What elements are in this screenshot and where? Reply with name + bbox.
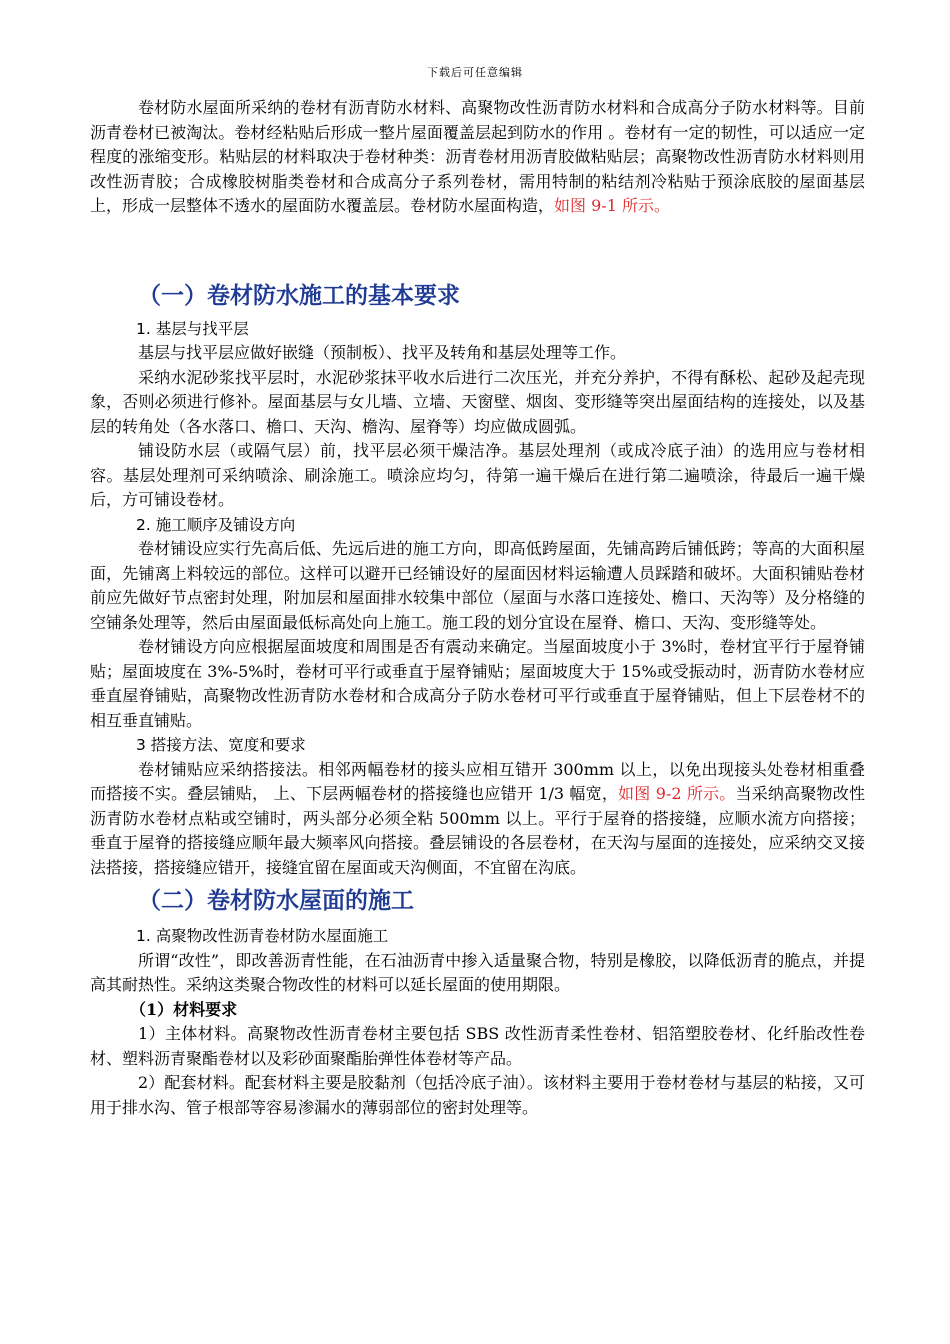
paragraph — [90, 758, 865, 881]
section-1-heading: （一）卷材防水施工的基本要求 — [138, 282, 460, 309]
paragraph: 基层与找平层应做好嵌缝（预制板）、找平及转角和基层处理等工作。 — [138, 343, 627, 362]
figure-9-1-reference: 如图 9-1 所示。 — [554, 196, 670, 215]
intro-paragraph — [90, 96, 865, 219]
paragraph-text: 当采纳高聚物改性沥青防水卷材点粘或空铺时，两头部分必须全粘 500mm 以上。平行于屋脊的搭接缝，应顺水流方向搭接；垂直于屋脊的搭接缝应顺年最大频率风向搭接。叠层铺设的各层卷材，在天沟与屋面的连接处，应采纳交叉接法搭接，搭接缝应错开，接缝宜留在屋面或天沟侧面，不宜留在沟底。 — [90, 784, 865, 877]
paragraph: 1）主体材料。高聚物改性沥青卷材主要包括 SBS 改性沥青柔性卷材、铝箔塑胶卷材、化纤胎改性卷材、塑料沥青聚酯卷材以及彩砂面聚酯胎弹性体卷材等产品。 — [90, 1024, 865, 1068]
paragraph: 卷材铺设应实行先高后低、先远后进的施工方向，即高低跨屋面，先铺高跨后铺低跨；等高的大面积屋面，先铺离上料较远的部位。这样可以避开已经铺设好的屋面因材料运输遭人员踩踏和破坏。大面积铺贴卷材前应先做好节点密封处理，附加层和屋面排水较集中部位（屋面与水落口连接处、檐口、天沟等）及分格缝的空铺条处理等，然后由屋面最低标高处向上施工。施工段的划分宜设在屋脊、檐口、天沟、变形缝等处。 — [90, 539, 865, 632]
item-2-title: 2. 施工顺序及铺设方向 — [136, 515, 296, 534]
paragraph: 所谓“改性”，即改善沥青性能，在石油沥青中掺入适量聚合物，特别是橡胶，以降低沥青的脆点，并提高其耐热性。采纳这类聚合物改性的材料可以延长屋面的使用期限。 — [90, 950, 865, 994]
document-body — [90, 96, 865, 1120]
item-1-title: 1. 高聚物改性沥青卷材防水屋面施工 — [136, 927, 389, 945]
intro-text: 卷材防水屋面所采纳的卷材有沥青防水材料、高聚物改性沥青防水材料和合成高分子防水材料等。目前沥青卷材已被淘汰。卷材经粘贴后形成一整片屋面覆盖层起到防水的作用 。卷材有一定的韧性，可以适应一定程度的涨缩变形。粘贴层的材料取决于卷材种类：沥青卷材用沥青胶做粘贴层；高聚物改性沥青防水材料则用改性沥青胶；合成橡胶树脂类卷材和合成高分子系列卷材，需用特制的粘结剂冷粘贴于预涂底胶的屋面基层上，形成一层整体不透水的屋面防水覆盖层。卷材防水屋面构造， — [90, 98, 865, 215]
paragraph: 2）配套材料。配套材料主要是胶黏剂（包括冷底子油）。该材料主要用于卷材卷材与基层的粘接，又可用于排水沟、管子根部等容易渗漏水的薄弱部位的密封处理等。 — [90, 1073, 865, 1117]
item-3-title: 3 搭接方法、宽度和要求 — [136, 736, 306, 754]
paragraph: 卷材铺设方向应根据屋面坡度和周围是否有震动来确定。当屋面坡度小于 3%时，卷材宜平行于屋脊铺贴；屋面坡度在 3%-5%时，卷材可平行或垂直于屋脊铺贴；屋面坡度大于 15%或受振动时，沥青防水卷材应垂直屋脊铺贴，高聚物改性沥青防水卷材和合成高分子防水卷材可平行或垂直于屋脊铺贴，但上下层卷材不的相互垂直铺贴。 — [90, 637, 865, 730]
material-requirements-title: （1）材料要求 — [130, 999, 238, 1019]
item-1-title: 1. 基层与找平层 — [136, 319, 249, 338]
paragraph: 采纳水泥砂浆找平层时，水泥砂浆抹平收水后进行二次压光，并充分养护，不得有酥松、起砂及起壳现象，否则必须进行修补。屋面基层与女儿墙、立墙、天窗壁、烟囱、变形缝等突出屋面结构的连接处，以及基层的转角处（各水落口、檐口、天沟、檐沟、屋脊等）均应做成圆弧。 — [90, 367, 865, 436]
figure-9-2-reference: 如图 9-2 所示。 — [618, 784, 736, 803]
page-header: 下载后可任意编辑 — [427, 66, 523, 79]
paragraph: 铺设防水层（或隔气层）前，找平层必须干燥洁净。基层处理剂（或成冷底子油）的选用应与卷材相容。基层处理剂可采纳喷涂、刷涂施工。喷涂应均匀，待第一遍干燥后在进行第二遍喷涂，待最后一遍干燥后，方可铺设卷材。 — [90, 441, 865, 509]
paragraph-text: 卷材铺贴应采纳搭接法。相邻两幅卷材的接头应相互错开 300mm 以上，以免出现接头处卷材相重叠而搭接不实。叠层铺贴， 上、下层两幅卷材的搭接缝也应错开 1/3 幅宽， — [90, 759, 865, 803]
section-2-heading: （二）卷材防水屋面的施工 — [138, 888, 414, 914]
